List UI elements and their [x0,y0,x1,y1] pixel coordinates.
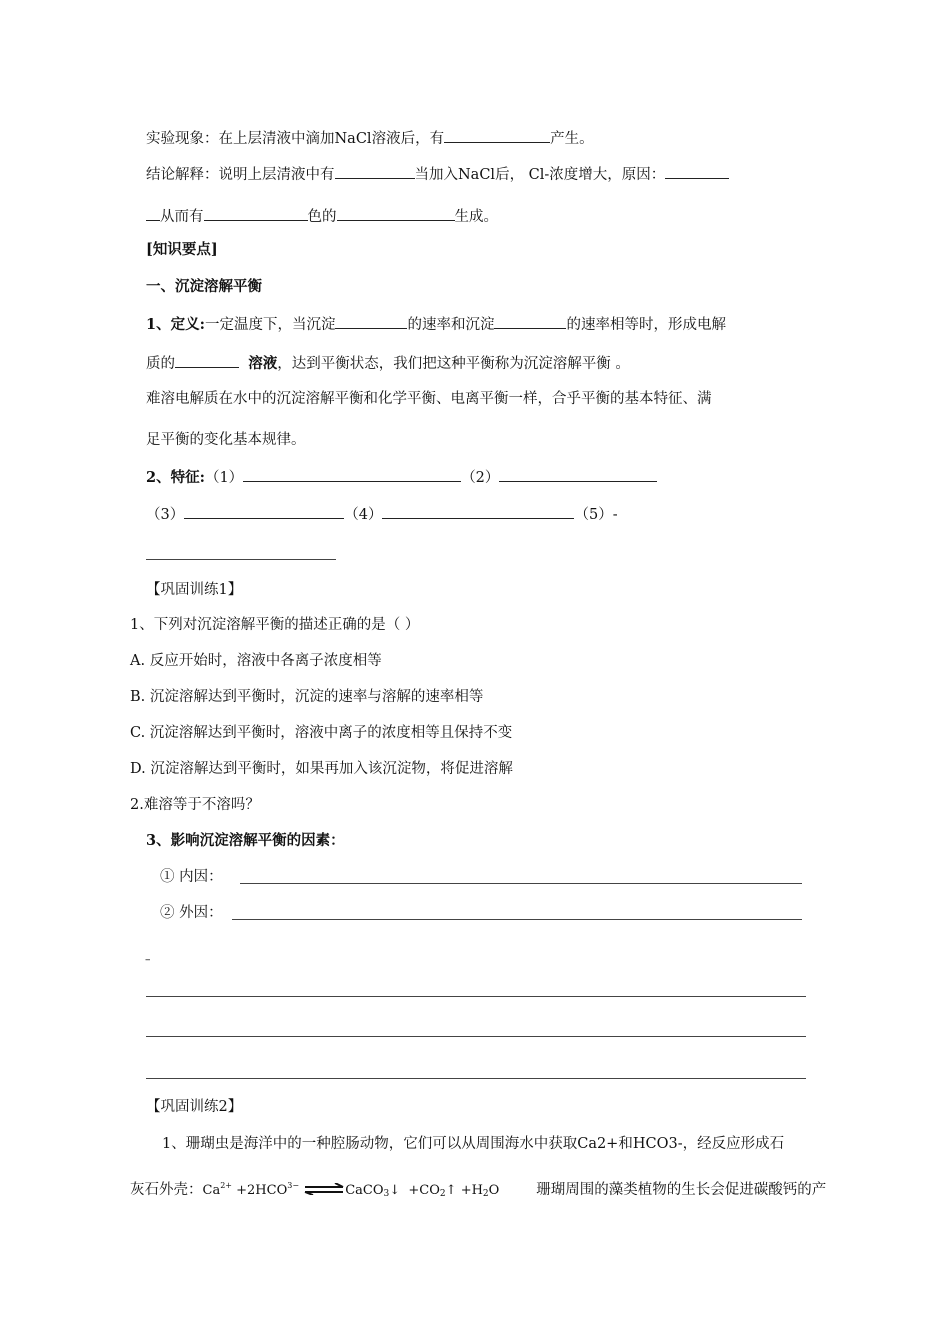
section-title: 一、沉淀溶解平衡 [146,278,262,295]
feature-num: （2） [461,470,500,486]
definition-text: ，达到平衡状态，我们把这种平衡称为沉淀溶解平衡 。 [277,356,630,372]
equilibrium-arrow-icon [303,1183,345,1195]
equation-line [130,1176,826,1204]
answer-line[interactable] [146,1078,806,1079]
feature-num: （1） [204,470,244,486]
gas-arrow-icon: ↑ [445,1183,457,1198]
question: 1、珊瑚虫是海洋中的一种腔肠动物，它们可以从周围海水中获取Ca2+和HCO3-，经反应形成石 [162,1136,785,1152]
definition-text: 质的 [146,356,175,372]
features-line-2 [146,503,618,525]
answer-blank[interactable] [243,466,461,482]
answer-line[interactable] [146,559,336,560]
definition-text: 的速率相等时，形成电解 [566,317,726,333]
from-text: 从而有 [160,209,204,225]
answer-line[interactable] [240,883,802,884]
answer-blank[interactable] [146,205,160,221]
answer-blank[interactable] [175,352,239,368]
answer-blank[interactable] [382,503,574,519]
practice-header: 【巩固训练1】 [146,582,243,598]
external-factor-label: ② 外因： [160,905,223,921]
answer-blank[interactable] [337,205,455,221]
feature-num: （3） [146,507,185,523]
equation [203,1183,500,1198]
paragraph-line: 足平衡的变化基本规律。 [146,432,306,448]
practice-header: 【巩固训练2】 [146,1099,243,1115]
subscript: 2 [439,1189,446,1199]
carbon-dioxide: +CO [408,1183,440,1198]
question-text: 灰石外壳： [130,1182,203,1198]
question-text: 珊瑚周围的藻类植物的生长会促进碳酸钙的产 [536,1182,827,1198]
definition-bold-text: 溶液 [248,355,278,372]
feature-num: （5）- [574,507,618,523]
answer-blank[interactable] [665,163,729,179]
option-a[interactable]: A. 反应开始时，溶液中各离子浓度相等 [130,653,382,669]
conclusion-line [146,163,729,185]
conclusion-mid-text: 当加入NaCl后， Cl-浓度增大，原因： [414,167,666,183]
dash-mark: – [145,953,151,966]
definition-label: 1、定义: [146,316,205,333]
answer-line[interactable] [146,996,806,997]
features-label: 2、特征: [146,469,205,486]
phenomenon-text: 实验现象：在上层清液中滴加NaCl溶液后，有 [146,131,445,147]
option-d[interactable]: D. 沉淀溶解达到平衡时，如果再加入该沉淀物，将促进溶解 [130,761,513,777]
question: 2.难溶等于不溶吗？ [130,797,260,813]
answer-line[interactable] [146,1036,806,1037]
water: +H [460,1183,483,1198]
ca-ion: Ca [202,1183,221,1198]
definition-text: 一定温度下，当沉淀 [204,317,336,333]
bicarbonate: +2HCO [236,1183,288,1198]
option-c[interactable]: C. 沉淀溶解达到平衡时，溶液中离子的浓度相等且保持不变 [130,725,513,741]
answer-blank[interactable] [335,313,407,329]
color-text: 色的 [307,209,337,225]
internal-factor-label: ① 内因： [160,869,223,885]
definition-line-2 [146,352,630,374]
water: O [488,1183,500,1198]
answer-line[interactable] [232,919,802,920]
conclusion-text: 结论解释：说明上层清液中有 [146,167,335,183]
bicarbonate-charge: 3− [287,1181,300,1190]
features-line [146,466,657,488]
option-b[interactable]: B. 沉淀溶解达到平衡时，沉淀的速率与溶解的速率相等 [130,689,484,705]
answer-blank[interactable] [204,205,308,221]
phenomenon-suffix: 产生。 [550,131,594,147]
definition-line [146,313,726,335]
answer-blank[interactable] [494,313,566,329]
conclusion-line-2 [146,205,498,227]
experiment-phenomenon-line [146,127,594,149]
ca-charge: 2+ [220,1181,232,1190]
question: 1、下列对沉淀溶解平衡的描述正确的是（ ） [130,617,420,633]
factors-title: 3、影响沉淀溶解平衡的因素： [146,832,345,849]
feature-num: （4） [344,507,383,523]
calcium-carbonate: CaCO [345,1183,384,1198]
answer-blank[interactable] [499,466,657,482]
precipitate-arrow-icon: ↓ [389,1183,401,1198]
definition-text: 的速率和沉淀 [407,317,495,333]
paragraph-line: 难溶电解质在水中的沉淀溶解平衡和化学平衡、电离平衡一样，合乎平衡的基本特征、满 [146,391,712,407]
answer-blank[interactable] [184,503,344,519]
generate-text: 生成。 [454,209,498,225]
subscript: 3 [383,1189,390,1199]
answer-blank[interactable] [444,127,550,143]
answer-blank[interactable] [335,163,415,179]
subscript: 2 [482,1189,489,1199]
knowledge-header: [知识要点] [146,241,218,258]
